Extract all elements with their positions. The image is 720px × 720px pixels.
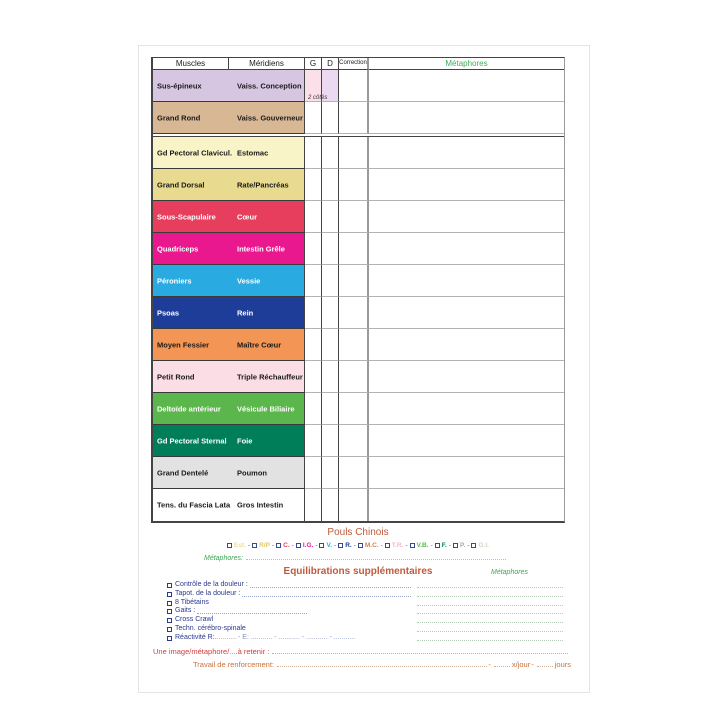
checklist-item-left bbox=[167, 634, 415, 643]
meridien-name: Vaiss. Conception bbox=[237, 81, 302, 90]
metaphores-cell bbox=[369, 70, 564, 102]
meridien-name: Rein bbox=[237, 308, 254, 317]
metaphores-label: Métaphores: bbox=[204, 555, 243, 562]
pouls-item-label: M.C. bbox=[364, 542, 379, 549]
checklist-item-label: Techn. cérébro-spinale bbox=[175, 624, 246, 632]
checklist-item-label: Contrôle de la douleur : bbox=[175, 581, 248, 588]
checklist-item-left bbox=[167, 599, 415, 608]
metaphores-cell bbox=[369, 233, 564, 265]
muscle-name: Petit Rond bbox=[157, 372, 195, 381]
answer-line bbox=[246, 555, 506, 560]
d-cell bbox=[322, 233, 339, 265]
pouls-item-label: P. bbox=[459, 542, 466, 549]
pouls-metaphores-line bbox=[204, 555, 506, 562]
checkbox-icon bbox=[167, 618, 172, 623]
muscle-meridien-cell bbox=[153, 489, 305, 521]
separator: - bbox=[405, 542, 408, 549]
table-row bbox=[153, 425, 564, 457]
checkbox-icon bbox=[276, 543, 281, 548]
correction-cell bbox=[339, 137, 369, 169]
checkbox-icon bbox=[167, 627, 172, 632]
muscle-meridien-cell bbox=[153, 361, 305, 393]
correction-cell bbox=[339, 70, 369, 102]
correction-cell bbox=[339, 265, 369, 297]
checklist-item-label: 8 Tibétains bbox=[175, 598, 209, 606]
checklist-item bbox=[167, 581, 565, 590]
muscle-meridien-cell bbox=[153, 329, 305, 361]
g-cell bbox=[305, 393, 322, 425]
d-cell bbox=[322, 361, 339, 393]
g-cell bbox=[305, 233, 322, 265]
checklist-item-left bbox=[167, 590, 415, 599]
checkbox-icon bbox=[167, 601, 172, 606]
checkbox-icon bbox=[435, 543, 440, 548]
checklist-item-label: Gaits : bbox=[175, 607, 196, 615]
g-cell bbox=[305, 425, 322, 457]
correction-cell bbox=[339, 425, 369, 457]
g-cell bbox=[305, 297, 322, 329]
d-cell bbox=[322, 265, 339, 297]
d-cell bbox=[322, 329, 339, 361]
checkbox-icon bbox=[358, 543, 363, 548]
header-g: G bbox=[305, 58, 322, 70]
header-muscles: Muscles bbox=[153, 58, 229, 70]
checkbox-icon bbox=[410, 543, 415, 548]
correction-cell bbox=[339, 457, 369, 489]
checklist-item-left bbox=[167, 581, 415, 590]
pouls-item bbox=[410, 542, 429, 549]
meridien-name: Intestin Grêle bbox=[237, 244, 285, 253]
pouls-item-label: V.B. bbox=[416, 542, 429, 549]
table-body bbox=[153, 70, 564, 521]
d-cell bbox=[322, 201, 339, 233]
checkbox-icon bbox=[167, 609, 172, 614]
pouls-item-label: C. bbox=[283, 542, 290, 549]
separator: - bbox=[467, 542, 470, 549]
meridien-name: Vésicule Biliaire bbox=[237, 404, 295, 413]
checklist-item bbox=[167, 616, 565, 625]
metaphores-cell bbox=[369, 361, 564, 393]
pouls-item-label: R/P bbox=[259, 542, 270, 549]
meridien-name: Gros Intestin bbox=[237, 500, 284, 510]
d-cell bbox=[322, 102, 339, 134]
answer-line bbox=[277, 660, 487, 667]
muscle-meridien-cell bbox=[153, 102, 305, 134]
muscle-meridien-cell bbox=[153, 137, 305, 169]
pouls-item bbox=[319, 542, 332, 549]
separator: - bbox=[271, 542, 275, 549]
metaphores-cell bbox=[369, 393, 564, 425]
separator: - bbox=[247, 542, 251, 549]
correction-cell bbox=[339, 329, 369, 361]
metaphores-cell bbox=[369, 169, 564, 201]
form-sheet bbox=[138, 45, 590, 693]
metaphores-cell bbox=[369, 297, 564, 329]
equilibrations-title: Equilibrations supplémentaires bbox=[283, 566, 433, 577]
g-cell bbox=[305, 457, 322, 489]
answer-line bbox=[272, 647, 568, 654]
muscle-meridien-cell bbox=[153, 201, 305, 233]
header-meridiens: Méridiens bbox=[229, 58, 305, 70]
table-row bbox=[153, 297, 564, 329]
header-correction: Correction bbox=[339, 58, 369, 70]
meridien-name: Cœur bbox=[237, 212, 257, 221]
checklist-item bbox=[167, 599, 565, 608]
metaphores-answer-line bbox=[417, 607, 563, 614]
metaphores-cell bbox=[369, 425, 564, 457]
xjour-label: x/jour bbox=[511, 660, 531, 669]
muscle-meridien-cell bbox=[153, 297, 305, 329]
d-cell bbox=[322, 169, 339, 201]
separator: - bbox=[291, 542, 294, 549]
checklist-item-label: Tapot. de la douleur : bbox=[175, 589, 241, 597]
metaphores-cell bbox=[369, 265, 564, 297]
meridien-name: Estomac bbox=[237, 148, 269, 157]
checklist-item-left bbox=[167, 607, 415, 616]
correction-cell bbox=[339, 297, 369, 329]
header-metaphores: Métaphores bbox=[369, 58, 564, 70]
checkbox-icon bbox=[385, 543, 390, 548]
checklist-item bbox=[167, 634, 565, 643]
pouls-chinois-title: Pouls Chinois bbox=[327, 527, 389, 538]
pouls-item bbox=[435, 542, 447, 549]
answer-line bbox=[197, 607, 307, 614]
correction-cell bbox=[339, 393, 369, 425]
d-cell bbox=[322, 457, 339, 489]
g-cell bbox=[305, 361, 322, 393]
meridien-name: Poumon bbox=[237, 468, 267, 477]
separator: - bbox=[334, 542, 337, 549]
pouls-item-label: T.R. bbox=[391, 542, 404, 549]
header-d: D bbox=[322, 58, 339, 70]
muscle-name: Quadriceps bbox=[157, 244, 199, 253]
muscle-name: Sus-épineux bbox=[157, 81, 202, 90]
image-metaphore-line bbox=[153, 647, 568, 656]
checklist-item-label: Cross Crawl bbox=[175, 616, 214, 624]
muscle-name: Psoas bbox=[157, 308, 180, 317]
pouls-item-label: Est. bbox=[234, 542, 246, 549]
dash: - bbox=[531, 660, 534, 669]
table-row bbox=[153, 329, 564, 361]
d-cell bbox=[322, 137, 339, 169]
table-row bbox=[153, 102, 564, 134]
muscle-name: Sous-Scapulaire bbox=[157, 212, 216, 221]
pouls-item bbox=[227, 542, 246, 549]
pouls-item bbox=[453, 542, 465, 549]
pouls-item-label: G.I. bbox=[478, 542, 489, 549]
pouls-item-label: R. bbox=[345, 542, 352, 549]
checkbox-icon bbox=[227, 543, 232, 548]
muscle-meridien-cell bbox=[153, 457, 305, 489]
muscle-meridien-cell bbox=[153, 425, 305, 457]
g-cell bbox=[305, 169, 322, 201]
pouls-item bbox=[296, 542, 313, 549]
note-2-cotes: 2 côtés bbox=[308, 95, 328, 101]
checklist-item-left bbox=[167, 616, 415, 625]
table-row bbox=[153, 201, 564, 233]
table-header-row bbox=[153, 58, 564, 70]
separator: - bbox=[315, 542, 318, 549]
checkbox-icon bbox=[167, 592, 172, 597]
pouls-item bbox=[471, 542, 488, 549]
metaphores-answer-line bbox=[417, 616, 563, 623]
checkbox-icon bbox=[453, 543, 458, 548]
pouls-item bbox=[385, 542, 404, 549]
reactivite-blanks: ........... - E: ........... - ........... - ........... - ........... bbox=[214, 633, 356, 641]
answer-line bbox=[537, 660, 553, 667]
metaphores-cell bbox=[369, 489, 564, 521]
muscle-meridien-cell bbox=[153, 265, 305, 297]
separator: - bbox=[353, 542, 356, 549]
g-cell bbox=[305, 329, 322, 361]
meridien-name: Rate/Pancréas bbox=[237, 180, 289, 189]
metaphores-cell bbox=[369, 457, 564, 489]
correction-cell bbox=[339, 489, 369, 521]
checkbox-icon bbox=[471, 543, 476, 548]
metaphores-cell bbox=[369, 137, 564, 169]
correction-cell bbox=[339, 169, 369, 201]
meridien-name: Vaiss. Gouverneur bbox=[237, 113, 303, 122]
checklist-item bbox=[167, 590, 565, 599]
muscle-name: Tens. du Fascia Lata bbox=[157, 500, 231, 510]
answer-line bbox=[494, 660, 510, 667]
metaphores-label: Métaphores bbox=[491, 569, 528, 576]
muscle-name: Deltoïde antérieur bbox=[157, 404, 221, 413]
muscle-meridien-cell bbox=[153, 70, 305, 102]
checkbox-icon bbox=[252, 543, 257, 548]
correction-cell bbox=[339, 233, 369, 265]
dash: - bbox=[488, 660, 491, 669]
table-row bbox=[153, 137, 564, 169]
equilibrations-checklist bbox=[167, 581, 565, 643]
correction-cell bbox=[339, 201, 369, 233]
muscle-name: Péroniers bbox=[157, 276, 192, 285]
table-row bbox=[153, 393, 564, 425]
pouls-item bbox=[276, 542, 290, 549]
muscle-meridien-cell bbox=[153, 169, 305, 201]
checkbox-icon bbox=[319, 543, 324, 548]
table-row bbox=[153, 265, 564, 297]
muscle-name: Gd Pectoral Sternal bbox=[157, 436, 227, 445]
meridien-name: Triple Réchauffeur bbox=[237, 372, 303, 381]
metaphores-cell bbox=[369, 329, 564, 361]
muscle-name: Grand Dentelé bbox=[157, 468, 209, 477]
separator: - bbox=[380, 542, 383, 549]
d-cell bbox=[322, 297, 339, 329]
metaphores-answer-line bbox=[417, 625, 563, 632]
table-row bbox=[153, 457, 564, 489]
d-cell bbox=[322, 425, 339, 457]
muscle-meridien-cell bbox=[153, 393, 305, 425]
table-row bbox=[153, 489, 564, 521]
correction-cell bbox=[339, 361, 369, 393]
metaphores-answer-line bbox=[417, 599, 563, 606]
checkbox-icon bbox=[167, 636, 172, 641]
separator: - bbox=[448, 542, 451, 549]
answer-line bbox=[242, 590, 411, 597]
meridien-name: Foie bbox=[237, 436, 253, 445]
metaphores-answer-line bbox=[417, 590, 563, 597]
checklist-item-left bbox=[167, 625, 415, 634]
metaphores-answer-line bbox=[417, 634, 563, 641]
separator: - bbox=[430, 542, 433, 549]
checkbox-icon bbox=[167, 583, 172, 588]
pouls-item bbox=[338, 542, 352, 549]
table-row bbox=[153, 70, 564, 102]
muscle-meridien-cell bbox=[153, 233, 305, 265]
metaphores-cell bbox=[369, 201, 564, 233]
metaphores-answer-line bbox=[417, 581, 563, 588]
checklist-item bbox=[167, 625, 565, 634]
jours-label: jours bbox=[554, 660, 571, 669]
travail-label: Travail de renforcement: bbox=[193, 660, 275, 669]
travail-renforcement-line bbox=[193, 660, 571, 669]
checkbox-icon bbox=[338, 543, 343, 548]
g-cell bbox=[305, 489, 322, 521]
checklist-item bbox=[167, 607, 565, 616]
pouls-item bbox=[252, 542, 270, 549]
image-metaphore-label: Une image/métaphore/....à retenir : bbox=[153, 647, 270, 656]
g-cell bbox=[305, 201, 322, 233]
checkbox-icon bbox=[296, 543, 301, 548]
muscle-name: Moyen Fessier bbox=[157, 340, 210, 349]
g-cell bbox=[305, 102, 322, 134]
pouls-item-label: I.G. bbox=[302, 542, 314, 549]
checklist-item-label: Réactivité R: bbox=[175, 633, 215, 641]
muscle-name: Grand Rond bbox=[157, 113, 201, 122]
pouls-item-label: V. bbox=[326, 542, 333, 549]
meridien-name: Vessie bbox=[237, 276, 261, 285]
answer-line bbox=[250, 581, 411, 588]
meridien-name: Maître Cœur bbox=[237, 340, 282, 349]
muscle-name: Grand Dorsal bbox=[157, 180, 205, 189]
muscles-meridiens-table bbox=[151, 57, 565, 523]
table-row bbox=[153, 169, 564, 201]
d-cell bbox=[322, 393, 339, 425]
g-cell bbox=[305, 265, 322, 297]
pouls-item bbox=[358, 542, 379, 549]
table-row bbox=[153, 233, 564, 265]
muscle-name: Gd Pectoral Clavicul. bbox=[157, 148, 233, 157]
d-cell bbox=[322, 489, 339, 521]
pouls-checkbox-row bbox=[151, 542, 565, 549]
metaphores-cell bbox=[369, 102, 564, 134]
g-cell bbox=[305, 137, 322, 169]
table-row bbox=[153, 361, 564, 393]
pouls-item-label: F. bbox=[441, 542, 447, 549]
correction-cell bbox=[339, 102, 369, 134]
